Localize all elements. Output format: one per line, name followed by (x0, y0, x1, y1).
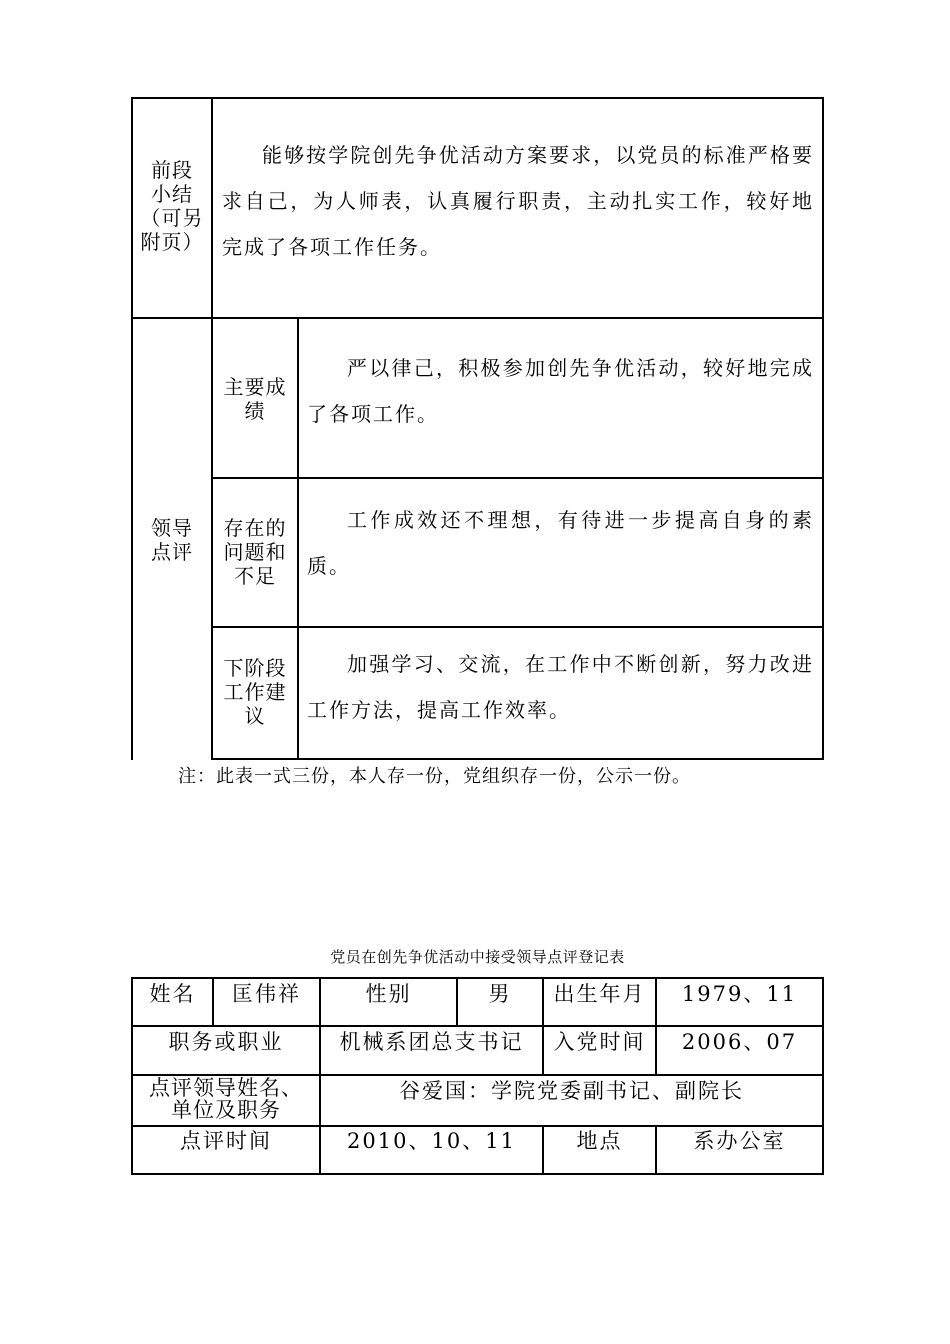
name-value: 匡伟祥 (232, 982, 301, 1006)
table-note: 注：此表一式三份，本人存一份，党组织存一份，公示一份。 (178, 766, 691, 787)
form-title: 党员在创先争优活动中接受领导点评登记表 (330, 948, 625, 966)
summary-label-line: 前段 (151, 158, 193, 182)
place-value: 系办公室 (693, 1129, 786, 1153)
summary-label-line: 小结 (151, 182, 193, 206)
table-border-bottom (131, 1173, 824, 1175)
row-divider (212, 626, 824, 628)
summary-label-line: 附页） (140, 230, 204, 254)
suggestions-text: 加强学习、交流，在工作中不断创新，努力改进工作方法，提高工作效率。 (307, 652, 814, 722)
birth-label: 出生年月 (553, 982, 646, 1006)
gender-value: 男 (488, 982, 512, 1006)
table-border-right (822, 977, 824, 1175)
leader-review-label-line: 点评 (151, 540, 193, 564)
leader-review-label-line: 领导 (151, 516, 193, 540)
join-date-value: 2006、07 (681, 1030, 798, 1054)
achievements-label-line: 主要成 (223, 375, 287, 399)
reviewer-label (133, 1077, 319, 1121)
problems-label-line: 问题和 (223, 540, 287, 564)
row-divider (131, 317, 824, 319)
reviewer-value: 谷爱国：学院党委副书记、副院长 (399, 1079, 744, 1103)
summary-label (133, 158, 211, 254)
summary-label-line: （可另 (140, 206, 204, 230)
achievements-label (213, 375, 297, 423)
problems-label-line: 不足 (234, 564, 276, 588)
table-border-top (131, 977, 824, 979)
review-time-value: 2010、10、11 (347, 1129, 516, 1153)
join-date-label: 入党时间 (553, 1030, 646, 1054)
problems-label-line: 存在的 (223, 516, 287, 540)
suggestions-label (213, 656, 297, 728)
reviewer-label-line: 点评领导姓名、 (149, 1076, 303, 1100)
row-divider (212, 477, 824, 479)
achievements-label-line: 绩 (244, 399, 266, 423)
gender-label: 性别 (365, 982, 412, 1006)
reviewer-label-line: 单位及职务 (171, 1098, 281, 1122)
achievements-text: 严以律己，积极参加创先争优活动，较好地完成了各项工作。 (307, 356, 814, 426)
table-border-top (131, 97, 824, 99)
suggestions-label-line: 议 (244, 704, 266, 728)
suggestions-label-line: 下阶段 (223, 656, 287, 680)
table-border-bottom (212, 758, 824, 760)
place-label: 地点 (576, 1129, 623, 1153)
problems-label (213, 516, 297, 588)
birth-value: 1979、11 (681, 982, 798, 1006)
suggestions-label-line: 工作建 (223, 680, 287, 704)
name-label: 姓名 (149, 982, 196, 1006)
problems-text: 工作成效还不理想，有待进一步提高自身的素质。 (307, 508, 814, 578)
leader-review-label (133, 516, 211, 564)
row-divider (131, 1025, 824, 1027)
position-label: 职务或职业 (168, 1030, 284, 1054)
column-divider (297, 318, 299, 759)
review-time-label: 点评时间 (180, 1129, 272, 1153)
summary-text: 能够按学院创先争优活动方案要求，以党员的标准严格要求自己，为人师表，认真履行职责，主动扎实工作，较好地完成了各项工作任务。 (222, 143, 814, 259)
table-border-right (822, 97, 824, 760)
position-value: 机械系团总支书记 (339, 1030, 524, 1054)
row-divider (131, 1125, 824, 1127)
